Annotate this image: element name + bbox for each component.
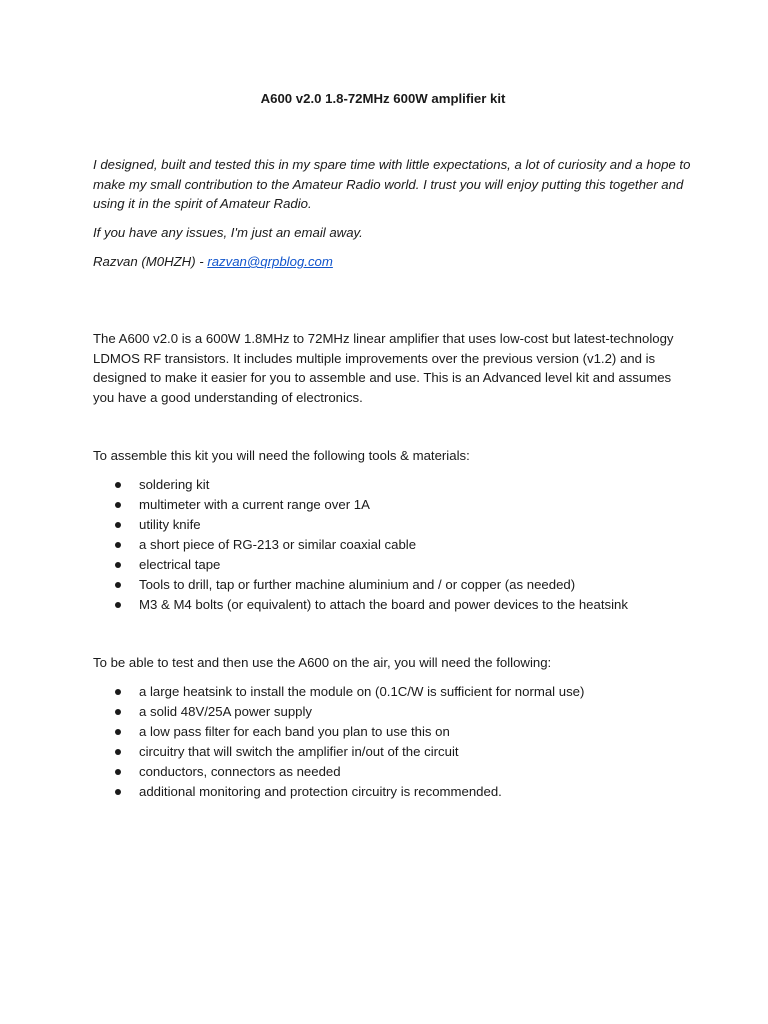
list-item-text: utility knife — [139, 516, 201, 532]
test-section-lead: To be able to test and then use the A600 on the air, you will need the following: — [93, 654, 552, 670]
tools-section-lead: To assemble this kit you will need the following tools & materials: — [93, 447, 470, 463]
list-item — [93, 575, 693, 595]
intro-note — [93, 155, 693, 272]
list-item — [93, 762, 693, 782]
tools-list — [93, 475, 693, 615]
list-item — [93, 515, 693, 535]
bullet-icon — [115, 522, 121, 528]
list-item — [93, 535, 693, 555]
list-item-text: additional monitoring and protection circuitry is recommended. — [139, 783, 502, 799]
list-item-text: M3 & M4 bolts (or equivalent) to attach the board and power devices to the heatsink — [139, 596, 628, 612]
bullet-icon — [115, 709, 121, 715]
list-item-text: Tools to drill, tap or further machine aluminium and / or copper (as needed) — [139, 576, 576, 592]
list-item — [93, 495, 693, 515]
page-title: A600 v2.0 1.8-72MHz 600W amplifier kit — [260, 91, 506, 106]
bullet-icon — [115, 602, 121, 608]
list-item-text: electrical tape — [139, 556, 221, 572]
list-item — [93, 555, 693, 575]
intro-paragraph: I designed, built and tested this in my spare time with little expectations, a lot of curiosity and a hope to make my small contribution to the Amateur Radio world. I trust you will enjoy putting this together and using it in the spirit of Amateur Radio. — [93, 156, 691, 212]
bullet-icon — [115, 749, 121, 755]
list-item — [93, 595, 693, 615]
list-item-text: a large heatsink to install the module on (0.1C/W is sufficient for normal use) — [139, 683, 585, 699]
description-paragraph: The A600 v2.0 is a 600W 1.8MHz to 72MHz linear amplifier that uses low-cost but latest-technology LDMOS RF transistors. It includes multiple improvements over the previous version (v1.2) and is designed to make it easier for you to assemble and use. This is an Advanced level kit and assumes you have a good understanding of electronics. — [93, 330, 674, 406]
email-link[interactable]: razvan@qrpblog.com — [207, 253, 333, 269]
list-item-text: a short piece of RG-213 or similar coaxial cable — [139, 536, 417, 552]
list-item — [93, 475, 693, 495]
bullet-icon — [115, 789, 121, 795]
list-item — [93, 722, 693, 742]
list-item-text: conductors, connectors as needed — [139, 763, 341, 779]
bullet-icon — [115, 542, 121, 548]
list-item — [93, 782, 693, 802]
list-item-text: soldering kit — [139, 476, 210, 492]
bullet-icon — [115, 689, 121, 695]
bullet-icon — [115, 482, 121, 488]
bullet-icon — [115, 502, 121, 508]
list-item-text: circuitry that will switch the amplifier in/out of the circuit — [139, 743, 459, 759]
document-body — [93, 89, 693, 802]
bullet-icon — [115, 582, 121, 588]
list-item-text: multimeter with a current range over 1A — [139, 496, 370, 512]
list-item — [93, 742, 693, 762]
list-item — [93, 702, 693, 722]
signature-line — [93, 252, 693, 272]
contact-note: If you have any issues, I'm just an email away. — [93, 225, 363, 241]
list-item-text: a low pass filter for each band you plan to use this on — [139, 723, 450, 739]
list-item — [93, 682, 693, 702]
bullet-icon — [115, 769, 121, 775]
bullet-icon — [115, 562, 121, 568]
requirements-list — [93, 682, 693, 802]
signature-name: Razvan (M0HZH) - — [93, 253, 208, 269]
list-item-text: a solid 48V/25A power supply — [139, 703, 313, 719]
bullet-icon — [115, 729, 121, 735]
